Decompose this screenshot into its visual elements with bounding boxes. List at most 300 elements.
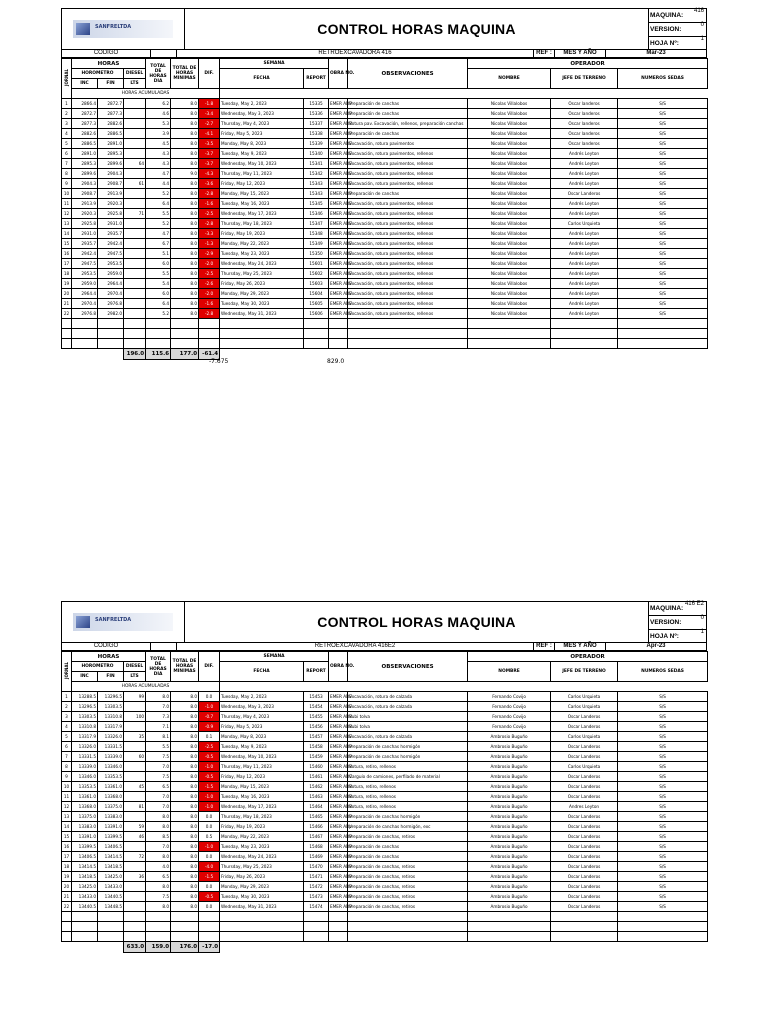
horas-header: HORAS bbox=[72, 652, 146, 662]
table-cell: preparación de canchas hormigón, exc bbox=[348, 822, 468, 832]
table-cell: 15463 bbox=[304, 792, 329, 802]
table-cell: 15347 bbox=[304, 219, 329, 229]
table-cell: 1 bbox=[62, 692, 72, 702]
table-cell: Tuesday, May 16, 2023 bbox=[220, 199, 304, 209]
table-cell: 6.7 bbox=[146, 239, 171, 249]
table-cell: Excavación, rotura pavimentos, rellenos bbox=[348, 179, 468, 189]
table-cell: 2982.0 bbox=[98, 309, 124, 319]
table-cell: EMER ADV bbox=[329, 189, 348, 199]
table-cell: Friday, May 5, 2023 bbox=[220, 129, 304, 139]
table-cell: S/S bbox=[618, 289, 708, 299]
table-cell: Tuesday, May 30, 2023 bbox=[220, 299, 304, 309]
table-cell: S/S bbox=[618, 109, 708, 119]
totals-row bbox=[62, 349, 708, 360]
table-cell: 8.0 bbox=[171, 702, 199, 712]
total-minimas-header: TOTAL DE HORAS MINIMAS bbox=[171, 652, 199, 682]
table-cell: Excavación, rotura de calzada bbox=[348, 702, 468, 712]
table-cell: Nicolas Villalobos bbox=[468, 159, 551, 169]
table-cell: Nicolas Villalobos bbox=[468, 99, 551, 109]
table-cell: Preparación de canchas bbox=[348, 99, 468, 109]
table-cell: EMER ADV bbox=[329, 309, 348, 319]
meta-box bbox=[648, 602, 706, 642]
sub-header bbox=[61, 643, 707, 651]
ref-label: REF : bbox=[534, 643, 555, 650]
table-cell: 35 bbox=[124, 732, 146, 742]
horas-acumuladas-header: HORAS ACUMULADAS bbox=[72, 682, 220, 692]
table-cell: 2882.6 bbox=[98, 119, 124, 129]
table-cell: 13346.0 bbox=[98, 762, 124, 772]
table-cell: Ambrosio Buguño bbox=[468, 872, 551, 882]
table-cell: S/S bbox=[618, 249, 708, 259]
table-cell: 15457 bbox=[304, 732, 329, 742]
table-cell: Monday, May 22, 2023 bbox=[220, 832, 304, 842]
equipo-name: RETROEXCAVADORA 416 bbox=[177, 50, 534, 57]
table-cell: 2920.3 bbox=[72, 209, 98, 219]
table-row bbox=[62, 692, 708, 702]
table-cell: S/S bbox=[618, 229, 708, 239]
table-cell: 2908.7 bbox=[72, 189, 98, 199]
table-cell bbox=[124, 139, 146, 149]
table-cell: 13414.5 bbox=[72, 862, 98, 872]
table-cell: Ambrosio Buguño bbox=[468, 812, 551, 822]
table-cell: 15 bbox=[62, 832, 72, 842]
version-value: 0 bbox=[700, 22, 704, 28]
table-cell: 5 bbox=[62, 139, 72, 149]
table-cell: Nicolas Villalobos bbox=[468, 259, 551, 269]
table-cell: 2872.7 bbox=[98, 99, 124, 109]
total-dia-header: TOTAL DE HORAS DIA bbox=[146, 652, 171, 682]
table-cell: 13414.5 bbox=[98, 852, 124, 862]
table-cell: 8.0 bbox=[171, 149, 199, 159]
table-cell: Thursday, May 11, 2023 bbox=[220, 169, 304, 179]
table-cell bbox=[124, 219, 146, 229]
table-cell: 2908.7 bbox=[98, 179, 124, 189]
lts-header: LTS bbox=[124, 79, 146, 89]
table-cell: Andrés Leyton bbox=[551, 179, 618, 189]
table-cell: 5.1 bbox=[146, 249, 171, 259]
table-cell: 15337 bbox=[304, 119, 329, 129]
table-cell: 8.0 bbox=[171, 902, 199, 912]
table-cell: Excavación, rotura pavimentos, rellenos bbox=[348, 299, 468, 309]
mes-value: Mar-23 bbox=[646, 50, 666, 56]
table-cell: Tuesday, May 2, 2023 bbox=[220, 99, 304, 109]
table-cell: EMER ADV bbox=[329, 902, 348, 912]
table-cell: Preparación de canchas bbox=[348, 852, 468, 862]
table-cell: 13317.9 bbox=[72, 732, 98, 742]
table-cell: 13339.0 bbox=[72, 762, 98, 772]
table-cell: EMER ADV bbox=[329, 792, 348, 802]
table-cell: EMER ADV bbox=[329, 149, 348, 159]
table-row bbox=[62, 179, 708, 189]
table-cell: -0.9 bbox=[199, 722, 220, 732]
table-cell: 18 bbox=[62, 862, 72, 872]
table-cell: -2.5 bbox=[199, 209, 220, 219]
table-cell: Andrés Leyton bbox=[551, 209, 618, 219]
table-cell: 64 bbox=[124, 159, 146, 169]
table-cell: S/S bbox=[618, 802, 708, 812]
version-label: VERSION: bbox=[650, 619, 682, 626]
table-cell: S/S bbox=[618, 99, 708, 109]
table-cell: Tuesday, May 30, 2023 bbox=[220, 892, 304, 902]
table-cell: 6.5 bbox=[146, 782, 171, 792]
table-cell: 13433.0 bbox=[98, 882, 124, 892]
table-cell: Preparación de canchas bbox=[348, 842, 468, 852]
table-cell: 1 bbox=[62, 99, 72, 109]
logo-text: SANFRELTDA bbox=[95, 24, 132, 30]
table-cell: 13433.0 bbox=[72, 892, 98, 902]
table-cell: 4.5 bbox=[146, 139, 171, 149]
table-cell: Excavación, rotura pavimentos, rellenos bbox=[348, 309, 468, 319]
sedas-header: NUMEROS SEDAS bbox=[618, 69, 708, 89]
table-cell bbox=[124, 289, 146, 299]
table-cell: S/S bbox=[618, 782, 708, 792]
table-cell: S/S bbox=[618, 199, 708, 209]
table-cell: Wednesday, May 3, 2023 bbox=[220, 109, 304, 119]
lts-header: LTS bbox=[124, 672, 146, 682]
table-cell: Fernando Covijo bbox=[468, 712, 551, 722]
table-cell: 15345 bbox=[304, 199, 329, 209]
total-dif: -17.0 bbox=[199, 942, 220, 953]
table-cell: 8.0 bbox=[146, 852, 171, 862]
table-cell: Ambrosio Buguño bbox=[468, 822, 551, 832]
maquina-value: 416 bbox=[693, 8, 704, 14]
table-cell: Andrés Leyton bbox=[551, 279, 618, 289]
table-cell: 2913.9 bbox=[98, 189, 124, 199]
fecha-header: FECHA bbox=[220, 69, 304, 89]
table-cell: Thursday, May 18, 2023 bbox=[220, 219, 304, 229]
table-cell: EMER ADV bbox=[329, 882, 348, 892]
table-cell: 8.0 bbox=[171, 792, 199, 802]
table-cell: 19 bbox=[62, 872, 72, 882]
table-cell: 15460 bbox=[304, 762, 329, 772]
table-cell: 8.0 bbox=[171, 179, 199, 189]
table-cell: 4.3 bbox=[146, 149, 171, 159]
table-cell: 2913.9 bbox=[72, 199, 98, 209]
table-cell: 15603 bbox=[304, 279, 329, 289]
table-cell: EMER ADV bbox=[329, 862, 348, 872]
table-cell: 15601 bbox=[304, 259, 329, 269]
total-minimas-header: TOTAL DE HORAS MINIMAS bbox=[171, 59, 199, 89]
table-cell: -1.5 bbox=[199, 782, 220, 792]
table-row bbox=[62, 189, 708, 199]
table-cell: S/S bbox=[618, 902, 708, 912]
table-cell: 13310.8 bbox=[98, 712, 124, 722]
hoja-value: 1 bbox=[700, 629, 704, 635]
table-cell: 10 bbox=[62, 782, 72, 792]
table-cell: EMER ADV bbox=[329, 822, 348, 832]
table-cell: Excavación, rotura de calzada bbox=[348, 732, 468, 742]
table-cell: -1.0 bbox=[199, 702, 220, 712]
hours-table bbox=[61, 58, 708, 360]
table-cell: Andrés Leyton bbox=[551, 259, 618, 269]
table-cell: Oscar Landeros bbox=[551, 742, 618, 752]
table-cell: 2942.4 bbox=[72, 249, 98, 259]
table-cell: 13399.5 bbox=[72, 842, 98, 852]
table-cell: Excavación, rotura pavimentos, rellenos bbox=[348, 149, 468, 159]
table-cell: Nicolas Villalobos bbox=[468, 269, 551, 279]
table-cell: Oscar Landeros bbox=[551, 882, 618, 892]
table-cell: Andrés Leyton bbox=[551, 199, 618, 209]
table-cell: 13 bbox=[62, 812, 72, 822]
table-cell: 15455 bbox=[304, 712, 329, 722]
table-cell: 13339.0 bbox=[98, 752, 124, 762]
table-cell: 2872.7 bbox=[72, 109, 98, 119]
table-cell: 5 bbox=[62, 732, 72, 742]
table-cell: 7.0 bbox=[146, 802, 171, 812]
table-cell bbox=[124, 269, 146, 279]
table-row bbox=[62, 872, 708, 882]
table-cell: -3.7 bbox=[199, 159, 220, 169]
total-minimas: 176.0 bbox=[171, 942, 199, 953]
codigo-value bbox=[151, 50, 177, 57]
table-cell bbox=[124, 862, 146, 872]
table-cell: Ambrosio Buguño bbox=[468, 852, 551, 862]
table-row bbox=[62, 782, 708, 792]
table-row bbox=[62, 139, 708, 149]
horas-header: HORAS bbox=[72, 59, 146, 69]
table-cell: Monday, May 15, 2023 bbox=[220, 782, 304, 792]
sheet-1 bbox=[61, 8, 707, 365]
hoja-value: 1 bbox=[700, 36, 704, 42]
nombre-header: NOMBRE bbox=[468, 662, 551, 682]
table-cell: Tuesday, May 9, 2023 bbox=[220, 742, 304, 752]
table-cell bbox=[124, 259, 146, 269]
table-cell: 2942.4 bbox=[98, 239, 124, 249]
table-cell: 60 bbox=[124, 752, 146, 762]
mes-value: Apr-23 bbox=[646, 643, 666, 649]
sheet-2 bbox=[61, 601, 707, 953]
table-cell: 20 bbox=[62, 882, 72, 892]
table-cell: Thursday, May 11, 2023 bbox=[220, 762, 304, 772]
table-cell: EMER ADV bbox=[329, 169, 348, 179]
table-cell: 15469 bbox=[304, 852, 329, 862]
table-cell bbox=[124, 119, 146, 129]
table-cell: -2.9 bbox=[199, 249, 220, 259]
table-cell: 4.4 bbox=[146, 179, 171, 189]
table-cell: 13296.5 bbox=[98, 692, 124, 702]
table-cell bbox=[124, 792, 146, 802]
table-cell: S/S bbox=[618, 892, 708, 902]
table-cell: 5.3 bbox=[146, 119, 171, 129]
table-cell: EMER ADV bbox=[329, 782, 348, 792]
table-cell: 5.5 bbox=[146, 742, 171, 752]
table-cell: -1.3 bbox=[199, 239, 220, 249]
fin-header: FIN bbox=[98, 672, 124, 682]
table-cell: 15466 bbox=[304, 822, 329, 832]
table-cell: 19 bbox=[62, 279, 72, 289]
table-cell: S/S bbox=[618, 762, 708, 772]
table-cell: -4.1 bbox=[199, 129, 220, 139]
table-cell: 8.0 bbox=[171, 752, 199, 762]
table-row bbox=[62, 209, 708, 219]
table-cell: Excavación, rotura pavimentos, rellenos bbox=[348, 269, 468, 279]
table-cell: Nicolas Villalobos bbox=[468, 209, 551, 219]
table-cell bbox=[124, 722, 146, 732]
table-cell: EMER ADV bbox=[329, 249, 348, 259]
table-cell: S/S bbox=[618, 732, 708, 742]
table-cell: Friday, May 26, 2023 bbox=[220, 279, 304, 289]
table-cell: 15468 bbox=[304, 842, 329, 852]
table-cell: Oscar Landeros bbox=[551, 752, 618, 762]
table-cell: 6.0 bbox=[146, 259, 171, 269]
table-cell: 8 bbox=[62, 169, 72, 179]
empty-row bbox=[62, 912, 708, 922]
table-cell: 13310.8 bbox=[72, 722, 98, 732]
version-label: VERSION: bbox=[650, 26, 682, 33]
empty-row bbox=[62, 932, 708, 942]
table-cell: Nicolas Villalobos bbox=[468, 199, 551, 209]
table-cell: Fernando Covijo bbox=[468, 692, 551, 702]
table-cell: 7.0 bbox=[146, 702, 171, 712]
table-cell: 13368.0 bbox=[98, 792, 124, 802]
table-cell: Monday, May 22, 2023 bbox=[220, 239, 304, 249]
table-cell: Wednesday, May 24, 2023 bbox=[220, 852, 304, 862]
table-row bbox=[62, 169, 708, 179]
table-cell: Ambrosio Buguño bbox=[468, 832, 551, 842]
table-cell: Nicolas Villalobos bbox=[468, 279, 551, 289]
table-cell: EMER ADV bbox=[329, 129, 348, 139]
table-cell: 13331.5 bbox=[98, 742, 124, 752]
table-cell: -2.5 bbox=[199, 269, 220, 279]
table-cell: 8.0 bbox=[171, 109, 199, 119]
table-cell: 7 bbox=[62, 159, 72, 169]
table-cell: Nicolas Villalobos bbox=[468, 139, 551, 149]
table-cell: S/S bbox=[618, 269, 708, 279]
table-cell: EMER ADV bbox=[329, 832, 348, 842]
table-cell bbox=[124, 149, 146, 159]
table-cell: EMER ADV bbox=[329, 179, 348, 189]
table-cell: 13375.0 bbox=[98, 802, 124, 812]
table-cell: 2976.8 bbox=[72, 309, 98, 319]
table-cell: 15465 bbox=[304, 812, 329, 822]
hoja-label: HOJA Nº: bbox=[650, 40, 679, 47]
table-cell: Tuesday, May 16, 2023 bbox=[220, 792, 304, 802]
jefe-header: JEFE DE TERRENO bbox=[551, 69, 618, 89]
table-cell: Andrés Leyton bbox=[551, 149, 618, 159]
table-cell: 2964.4 bbox=[72, 289, 98, 299]
table-cell: 2886.5 bbox=[72, 139, 98, 149]
table-cell: 13406.5 bbox=[98, 842, 124, 852]
table-row bbox=[62, 822, 708, 832]
table-cell: 8.0 bbox=[146, 902, 171, 912]
table-cell: 15462 bbox=[304, 782, 329, 792]
table-cell: S/S bbox=[618, 842, 708, 852]
table-cell: Andrés Leyton bbox=[551, 249, 618, 259]
table-cell: Excavación, rotura pavimentos, rellenos bbox=[348, 229, 468, 239]
table-cell: 8.0 bbox=[171, 712, 199, 722]
table-cell: EMER ADV bbox=[329, 279, 348, 289]
table-cell: S/S bbox=[618, 259, 708, 269]
table-cell: 15336 bbox=[304, 109, 329, 119]
table-cell: Oscar Landeros bbox=[551, 832, 618, 842]
table-cell: 2931.0 bbox=[72, 229, 98, 239]
table-cell: Nicolas Villalobos bbox=[468, 219, 551, 229]
table-cell: Nicolas Villalobos bbox=[468, 119, 551, 129]
table-cell: 8.0 bbox=[171, 892, 199, 902]
table-cell: 8.0 bbox=[171, 199, 199, 209]
table-cell: 8.0 bbox=[171, 139, 199, 149]
table-cell: Monday, May 15, 2023 bbox=[220, 189, 304, 199]
table-cell: Oscar Landeros bbox=[551, 842, 618, 852]
extra-value-a: -7.675 bbox=[209, 358, 229, 365]
mes-ano-label: MES Y AÑO bbox=[555, 643, 606, 650]
table-cell: 2899.6 bbox=[98, 159, 124, 169]
table-cell: EMER ADV bbox=[329, 119, 348, 129]
table-cell: 12 bbox=[62, 802, 72, 812]
fecha-header: FECHA bbox=[220, 662, 304, 682]
table-row bbox=[62, 852, 708, 862]
table-cell: 13391.0 bbox=[98, 822, 124, 832]
table-cell: Ambrosio Buguño bbox=[468, 742, 551, 752]
table-cell: 20 bbox=[62, 289, 72, 299]
empty-row bbox=[62, 339, 708, 349]
table-cell: EMER ADV bbox=[329, 732, 348, 742]
table-cell: 11 bbox=[62, 199, 72, 209]
table-cell: Preparación de canchas hormigón bbox=[348, 812, 468, 822]
table-cell: Excavación, rotura pavimentos, rellenos bbox=[348, 169, 468, 179]
jornal-header: JORNAL bbox=[62, 59, 72, 99]
table-cell: Oscar Landeros bbox=[551, 782, 618, 792]
table-row bbox=[62, 269, 708, 279]
table-cell bbox=[124, 702, 146, 712]
table-row bbox=[62, 812, 708, 822]
table-cell: -1.5 bbox=[199, 872, 220, 882]
table-cell: -2.5 bbox=[199, 742, 220, 752]
table-cell: -2.8 bbox=[199, 309, 220, 319]
table-cell: S/S bbox=[618, 239, 708, 249]
table-cell: 13383.0 bbox=[98, 812, 124, 822]
table-cell: 15470 bbox=[304, 862, 329, 872]
sheet-header bbox=[61, 8, 707, 50]
table-cell: 4 bbox=[62, 129, 72, 139]
table-cell: S/S bbox=[618, 862, 708, 872]
table-cell: S/S bbox=[618, 872, 708, 882]
table-cell: -1.0 bbox=[199, 762, 220, 772]
table-cell: 81 bbox=[124, 802, 146, 812]
table-cell: 36 bbox=[124, 872, 146, 882]
dif-header: DIF. bbox=[199, 652, 220, 682]
table-cell: 59 bbox=[124, 822, 146, 832]
empty-row bbox=[62, 319, 708, 329]
logo-icon bbox=[76, 23, 90, 35]
equipo-name: RETROEXCAVADORA 416E2 bbox=[177, 643, 534, 650]
table-cell: 15605 bbox=[304, 299, 329, 309]
table-cell: 15335 bbox=[304, 99, 329, 109]
table-cell: 15473 bbox=[304, 892, 329, 902]
table-cell bbox=[124, 199, 146, 209]
table-cell: 13331.5 bbox=[72, 752, 98, 762]
table-cell: 3.9 bbox=[146, 129, 171, 139]
table-cell: Wednesday, May 17, 2023 bbox=[220, 209, 304, 219]
table-cell: Oscar landeros bbox=[551, 119, 618, 129]
table-cell: -1.6 bbox=[199, 199, 220, 209]
table-cell: Thursday, May 25, 2023 bbox=[220, 269, 304, 279]
table-row bbox=[62, 199, 708, 209]
table-cell: EMER ADV bbox=[329, 229, 348, 239]
table-cell: 2904.3 bbox=[98, 169, 124, 179]
maquina-label: MAQUINA: bbox=[650, 605, 684, 612]
table-cell: Tuesday, May 23, 2023 bbox=[220, 249, 304, 259]
table-cell: Ambrosio Buguño bbox=[468, 882, 551, 892]
table-cell: 9 bbox=[62, 772, 72, 782]
table-cell: Andrés Leyton bbox=[551, 269, 618, 279]
table-cell: Wednesday, May 10, 2023 bbox=[220, 159, 304, 169]
table-row bbox=[62, 239, 708, 249]
table-cell: 8.0 bbox=[171, 269, 199, 279]
table-cell: 10 bbox=[62, 189, 72, 199]
table-cell: EMER ADV bbox=[329, 159, 348, 169]
logo-icon bbox=[76, 616, 90, 628]
